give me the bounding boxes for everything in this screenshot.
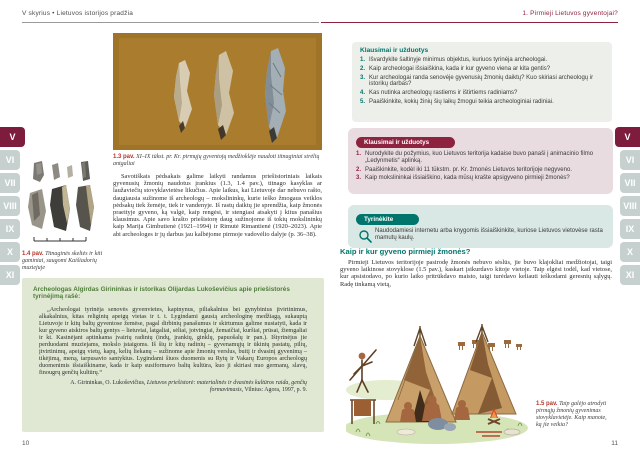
tab-chapter-vi: VI — [0, 150, 20, 170]
tab-chapter-vi: VI — [620, 150, 640, 170]
question-item: 1. Nurodykite du požymius, kuo Lietuvos teritorija kadaise buvo panaši į animacinio filmo „Ledynmetis“ aplinką. — [356, 151, 594, 164]
question-item: 2. Kaip archeologai išsiaiškina, kada ir kur gyveno viena ar kita gentis? — [360, 65, 551, 72]
right-page-header: 1. Pirmieji Lietuvos gyventojai? — [522, 10, 618, 17]
figure-1-5-label: 1.5 pav. — [536, 401, 558, 407]
tab-chapter-x: X — [0, 242, 20, 262]
left-page-number: 10 — [22, 440, 30, 447]
tab-chapter-vii: VII — [620, 173, 640, 193]
historians-quote-box — [22, 278, 324, 432]
question-item: 3. Kur archeologai randa senovėje gyvenusių žmonių daiktų? Kuo skiriasi archeologų ir istorikų darbas? — [360, 74, 594, 88]
questions-box-1 — [352, 42, 612, 122]
questions-box-2-title: Klausimai ir užduotys — [356, 137, 455, 148]
figure-1-4-caption: 1.4 pav. Titnaginės skeltės ir kiti gaminiai, saugomi Kaišiadorių muziejuje — [22, 251, 103, 271]
flint-arrowheads-photo — [113, 33, 322, 150]
tab-chapter-ix: IX — [0, 219, 20, 239]
research-box-text: Naudodamiesi internetu arba knygomis išsiaiškinkite, kuriose Lietuvos vietovėse rasta mamutų kaulų. — [375, 228, 603, 241]
tab-chapter-v: V — [0, 127, 25, 147]
left-header-rule — [22, 22, 319, 23]
questions-box-2 — [348, 128, 613, 194]
left-page-header: V skyrius • Lietuvos istorijos pradžia — [22, 10, 134, 17]
quote-box-attribution: A. Girininkas, O. Lukoševičius, Lietuvos priešistorė: materialinės ir dvasinės kultūros raida, genčių formavimasis, Vilnius: Agora, 1997, p. 9. — [70, 379, 307, 393]
tab-chapter-ix: IX — [620, 219, 640, 239]
question-item: 4. Kas nutinka archeologų rastiems ir ištirtiems radiniams? — [360, 90, 518, 97]
right-page-number: 11 — [611, 440, 618, 447]
tab-chapter-x: X — [620, 242, 640, 262]
left-body-paragraph: Savotiškais pėdsakais galime laikyti randamus priešistoriniais laikais gyvenusių žmonių naudotus įrankius (1.3, 1.4 pav.), titnago kasyklas ar laužaviečių stovyklavietėse likučius. Apie laikus, kai Lietuvoje dar nebuvo rašto, daugiausia sužinome iš archeologų – mokslininkų, kurie ieško žmogaus veiklos pėdsakų tiek žemėje, tiek ir vandenyje. Iš rastų daiktų jie sprendžia, kaip žmonės praeityje gyveno, ką valgė, kaip rengėsi, ir stengiasi atsakyti į kitus panašius klausimus. Apie savo krašto priešistorę daug sužinojome iš tokių mokslininkų kaip Marija Gimbutienė (1921–1994) ir Rimutė Rimantienė (1920–2023). Apie abi archeologes ir jų darbus jau kalbėjome pirmoje vadovėlio dalyje (p. 36–38). — [113, 173, 322, 238]
tab-chapter-viii: VIII — [620, 196, 640, 216]
camp-illustration — [346, 320, 534, 444]
tab-chapter-viii: VIII — [0, 196, 20, 216]
figure-1-3-caption: 1.3 pav. XI–IX tūkst. pr. Kr. pirmųjų gyventojų medžioklėje naudoti titnaginiai strėlių antgaliai — [113, 154, 320, 167]
right-body-paragraph: Pirmieji Lietuvos teritorijoje pasirodę žmonės nebuvo sėslūs, jie buvo klajokliai medžiotojai, taigi gyveno laikinose stovyklose (1.5 pav.), kaskart įsikurdavo kitoje vietoje. Taip elgėsi todėl, kad vietose, kur apsistodavo, po kurio laiko pritrūkdavo maisto, taigi turėdavo keliauti ieškodami geresnių sąlygų. Radę tinkamą vietą, — [340, 259, 612, 288]
figure-1-3-label: 1.3 pav. — [113, 154, 135, 160]
figure-1-5-caption: 1.5 pav. Taip galėjo atrodyti pirmųjų žmonių gyvenimas stovyklavietėje. Kaip manote, ką jie veikia? — [536, 401, 607, 428]
research-box-title: Tyrinėkite — [356, 214, 419, 225]
tab-chapter-xi: XI — [0, 265, 20, 285]
tab-chapter-vii: VII — [0, 173, 20, 193]
flint-flakes-photo — [22, 155, 102, 248]
quote-box-text: „Archeologai tyrinėja senovės gyvenvietes, kapinynus, piliakalnius bei gynybinius įtvirtinimus, alkakalnius, kitas religinių apeigų vietas ir t. t. Lygindami gausią archeologinę medžiagą, sukauptą Lietuvoje ir kitų baltų gyventose žemėse, pagal dirbinių panašumus ir skirtumus galime nustatyti, kada ir kur gyveno atskiros baltų gentys – lietuviai, latgaliai, sėliai, jotvingiai, žemaičiai, kuršiai, prūsai, žiemgaliai ir kt. Kasinėjant aptinkama įvairių radinių (indų, įrankių, ginklų, papuošalų ir pan.). Ištyrinėjus jie perduodami muziejams, mokslo įstaigoms. Iš šių ir kitų radinių – gyvenamųjų ir ūkinių pastatų, pilių, įtvirtinimų, apeigų vietų, kapų, kelių liekanų – sužinome apie žmonių verslus, buitį ir dvasinį gyvenimą – tikėjimą, meną, tarpusavio santykius. Lygindami šiuos duomenis su Rytų ir Vakarų Europos archeologų duomenimis išsiaiškiname, kada ir kaip susiformavo baltų kultūra, kuo ji skiriasi nuo germanų, slavų, finougrų genčių kultūrų.“ — [39, 305, 307, 376]
tab-chapter-v: V — [615, 127, 640, 147]
tab-chapter-xi: XI — [620, 265, 640, 285]
magnifier-icon — [358, 229, 372, 248]
right-header-rule — [321, 22, 618, 23]
question-item: 3. Kaip mokslininkai išsiaiškino, kada mūsų krašte apsigyveno pirmieji žmonės? — [356, 175, 570, 182]
questions-box-1-title: Klausimai ir užduotys — [360, 47, 429, 54]
question-item: 5. Paaiškinkite, kokių žinių šių laikų žmogui teikia archeologiniai radiniai. — [360, 98, 554, 105]
question-item: 2. Paaiškinkite, kodėl iki 11 tūkstm. pr. Kr. žmonės Lietuvos teritorijoje negyveno. — [356, 166, 572, 173]
research-box — [348, 205, 613, 248]
section-heading: Kaip ir kur gyveno pirmieji žmonės? — [340, 247, 471, 256]
question-item: 1. Išvardykite šaltinyje minimus objektus, kuriuos tyrinėja archeologai. — [360, 57, 548, 63]
figure-1-4-label: 1.4 pav. — [22, 251, 44, 257]
quote-box-title: Archeologas Algirdas Girininkas ir istorikas Olijardas Lukoševičius apie priešistorės tyrinėjimą rašė: — [33, 286, 290, 301]
